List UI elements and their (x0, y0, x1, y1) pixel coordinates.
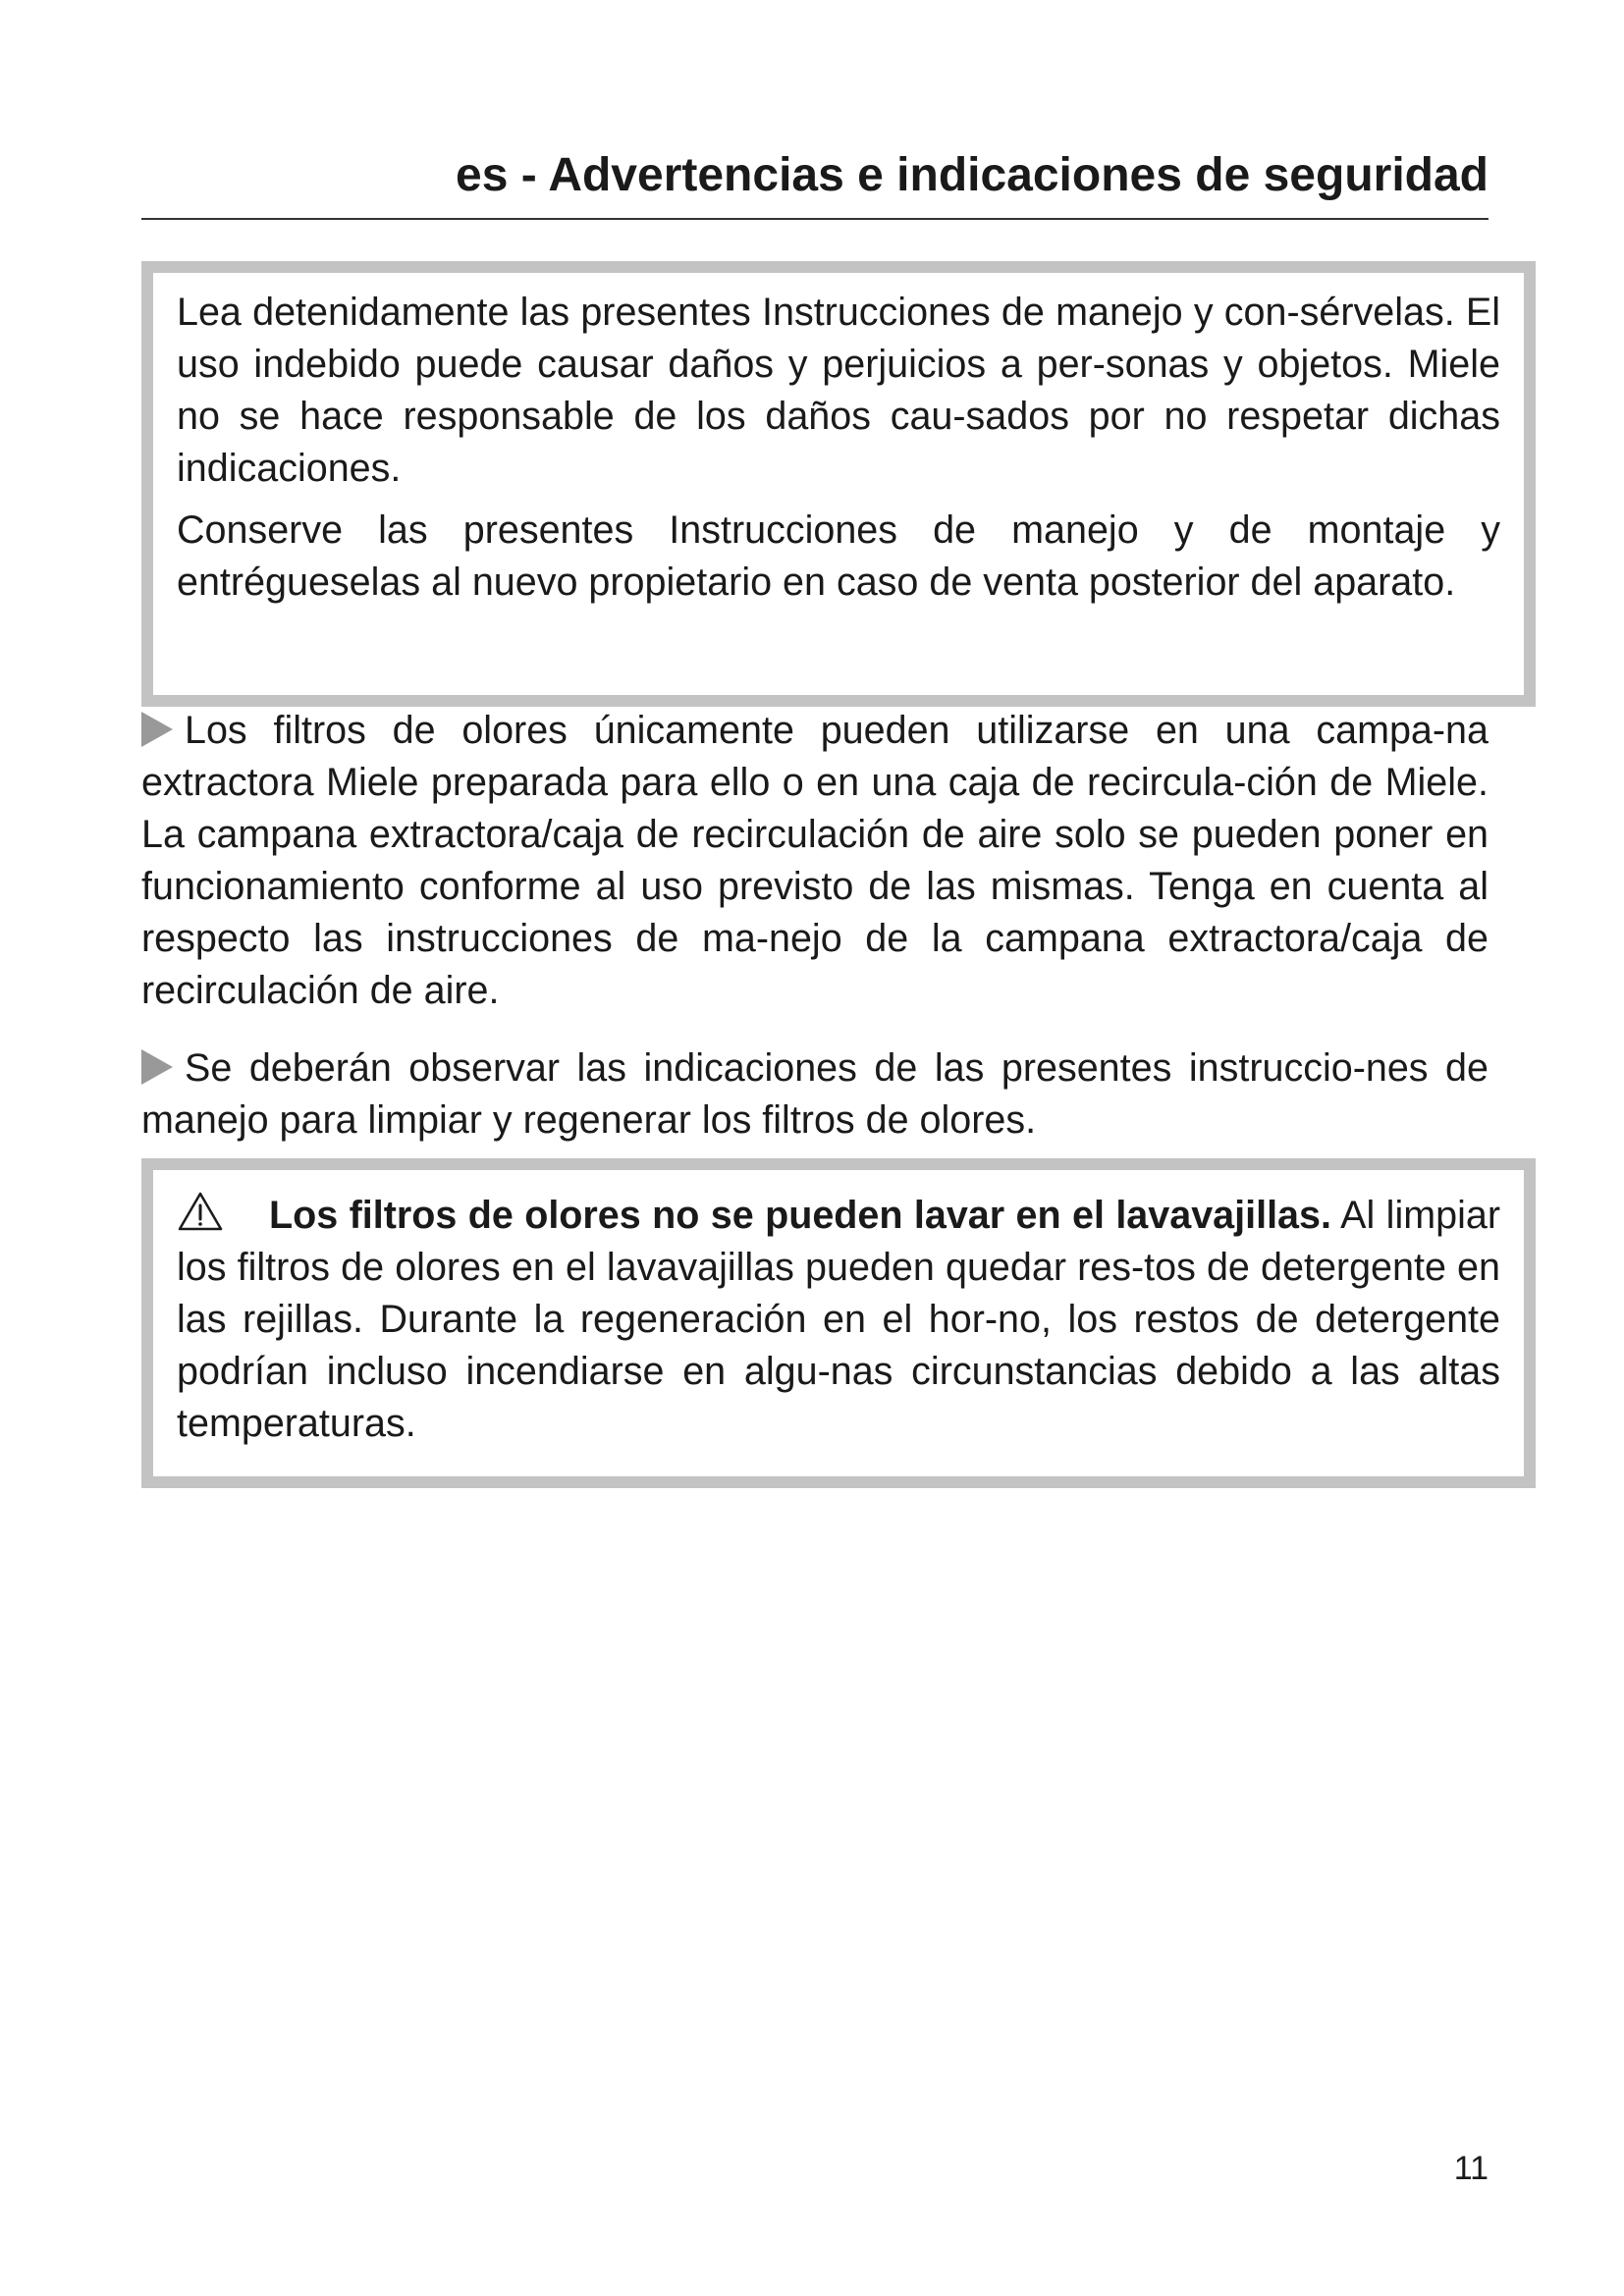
intro-box (141, 261, 1536, 707)
instruction-item-2 (141, 1042, 1489, 1147)
warning-heading: Los filtros de olores no se pueden lavar en el lavavajillas. (269, 1194, 1331, 1237)
page-header (141, 147, 1489, 220)
warning-text: Al limpiar los filtros de olores en el lavavajillas pueden quedar res-tos de detergente en las rejillas. Durante la regeneración en el hor-no, los restos de detergente podrían incluso incendiarse en algu-nas circunstancias debido a las altas temperaturas. (177, 1194, 1500, 1445)
page-title: es - Advertencias e indicaciones de seguridad (456, 149, 1489, 201)
instruction-text-1: Los filtros de olores únicamente pueden utilizarse en una campa-na extractora Miele preparada para ello o en una caja de recircula-ción de Miele. La campana extractora/caja de recirculación de aire solo se pueden poner en funcionamiento conforme al uso previsto de las mismas. Tenga en cuenta al respecto las instrucciones de ma-nejo de la campana extractora/caja de recirculación de aire. (141, 709, 1489, 1012)
warning-triangle-icon (177, 1191, 224, 1232)
warning-box (141, 1158, 1536, 1488)
triangle-bullet-icon (141, 712, 173, 747)
page-number: 11 (1453, 2150, 1489, 2187)
triangle-bullet-icon (141, 1049, 173, 1085)
intro-paragraph-1: Lea detenidamente las presentes Instrucciones de manejo y con-sérvelas. El uso indebido puede causar daños y perjuicios a per-sonas y objetos. Miele no se hace responsable de los daños cau-sados por no respetar dichas indicaciones. (177, 291, 1500, 490)
instruction-item-1 (141, 705, 1489, 1017)
intro-paragraph-2: Conserve las presentes Instrucciones de manejo y de montaje y entrégueselas al nuevo propietario en caso de venta posterior del aparato. (177, 508, 1500, 604)
instruction-text-2: Se deberán observar las indicaciones de las presentes instruccio-nes de manejo para limpiar y regenerar los filtros de olores. (141, 1046, 1489, 1142)
